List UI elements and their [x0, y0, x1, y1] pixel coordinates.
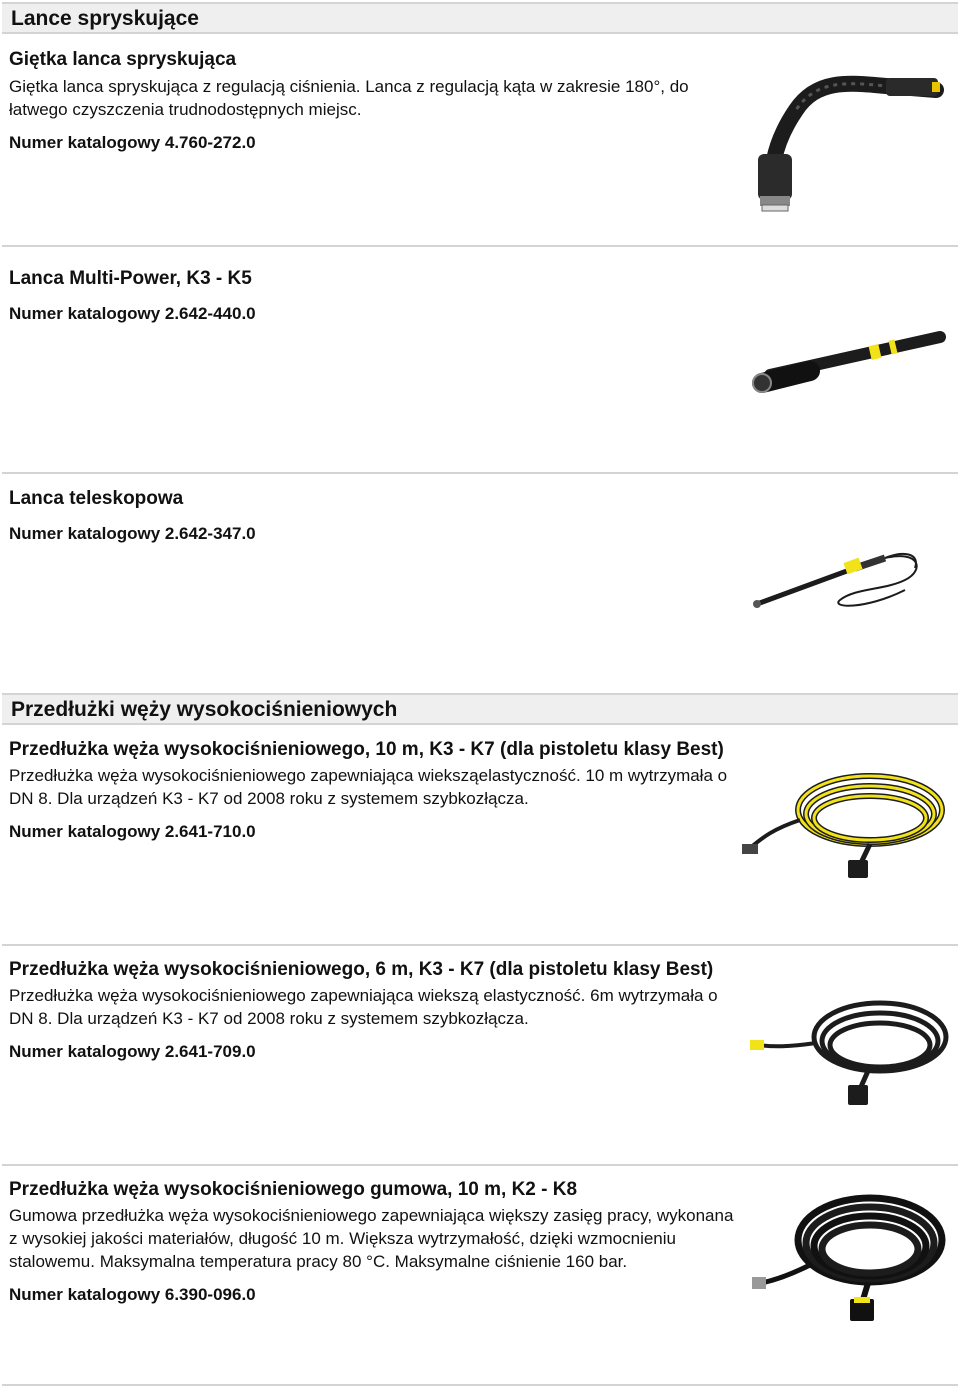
product-catalog-number: Numer katalogowy 2.642-440.0 [9, 304, 256, 323]
product-title: Przedłużka węża wysokociśnieniowego, 6 m, K3 - K7 (dla pistoletu klasy Best) [9, 959, 714, 980]
section-header-hose-extensions [2, 693, 958, 725]
product-description: Przedłużka węża wysokociśnieniowego zapewniająca wieksząelastyczność. 10 m wytrzymała o DN 8. Dla urządzeń K3 - K7 od 2008 roku z systemem szybkozłącza. [9, 766, 728, 808]
product-description: Gumowa przedłużka węża wysokociśnieniowego zapewniająca większy zasięg pracy, wykonana z wysokiej jakości materiałów, długość 10 m. Większa wytrzymałość, dzięki wzmocnieniu stalowemu. Maksymalna temperatura pracy 80 °C. Maksymalne ciśnienie 160 bar. [9, 1206, 734, 1271]
product-title: Lanca Multi-Power, K3 - K5 [9, 268, 252, 289]
separator [2, 245, 958, 247]
separator [2, 944, 958, 946]
black-rubber-hose-coil-image [750, 1185, 950, 1335]
product-description: Przedłużka węża wysokociśnieniowego zapewniająca wiekszą elastyczność. 6m wytrzymała o DN 8. Dla urządzeń K3 - K7 od 2008 roku z systemem szybkozłącza. [9, 986, 718, 1028]
product-title: Przedłużka węża wysokociśnieniowego gumowa, 10 m, K2 - K8 [9, 1179, 578, 1200]
product-telescopic-lance [9, 486, 734, 545]
multi-power-lance-image [740, 315, 950, 415]
product-catalog-number: Numer katalogowy 2.641-710.0 [9, 822, 256, 841]
product-hose-10m [9, 737, 734, 843]
product-multi-power-lance [9, 266, 734, 325]
section-header-lances [2, 2, 958, 34]
product-title: Przedłużka węża wysokociśnieniowego, 10 m, K3 - K7 (dla pistoletu klasy Best) [9, 739, 724, 760]
section-title: Lance spryskujące [11, 7, 199, 30]
product-title: Giętka lanca spryskująca [9, 49, 237, 70]
product-catalog-number: Numer katalogowy 2.642-347.0 [9, 524, 256, 543]
product-rubber-hose-10m [9, 1177, 734, 1306]
section-title: Przedłużki węży wysokociśnieniowych [11, 698, 398, 721]
yellow-hose-coil-6m-image [748, 985, 953, 1110]
separator [2, 1384, 958, 1386]
product-description: Giętka lanca spryskująca z regulacją ciśnienia. Lanca z regulacją kąta w zakresie 180°, do łatwego czyszczenia trudnodostępnych miejsc. [9, 77, 689, 119]
product-flexible-lance [9, 47, 734, 154]
telescopic-lance-image [745, 540, 945, 620]
product-catalog-number: Numer katalogowy 6.390-096.0 [9, 1285, 256, 1304]
product-hose-6m [9, 957, 734, 1063]
product-catalog-number: Numer katalogowy 4.760-272.0 [9, 133, 256, 152]
separator [2, 472, 958, 474]
product-title: Lanca teleskopowa [9, 488, 184, 509]
product-catalog-number: Numer katalogowy 2.641-709.0 [9, 1042, 256, 1061]
yellow-hose-coil-10m-image [740, 760, 950, 885]
flexible-spray-lance-image [736, 50, 946, 220]
separator [2, 1164, 958, 1166]
